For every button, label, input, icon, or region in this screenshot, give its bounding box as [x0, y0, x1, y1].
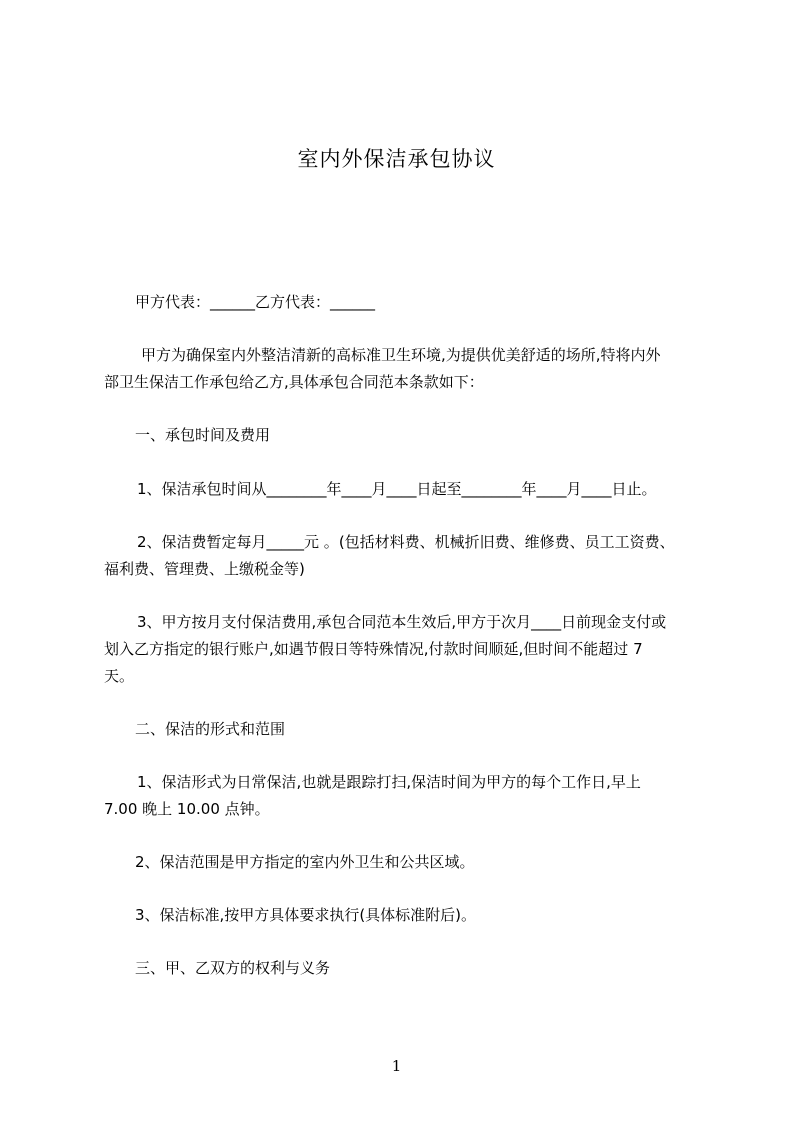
clause-1-3-line-2: 划入乙方指定的银行账户,如遇节假日等特殊情况,付款时间顺延,但时间不能超过 7: [104, 640, 643, 658]
clause-1-1: 1、保洁承包时间从________年____月____日起至________年____月____日止。: [137, 480, 657, 498]
clause-1-3-line-1: 3、甲方按月支付保洁费用,承包合同范本生效后,甲方于次月____日前现金支付或: [137, 613, 667, 631]
clause-2-1-line-1: 1、保洁形式为日常保洁,也就是跟踪打扫,保洁时间为甲方的每个工作日,早上: [137, 773, 641, 791]
section-heading-3: 三、甲、乙双方的权利与义务: [135, 959, 331, 977]
clause-1-2-line-2: 福利费、管理费、上缴税金等): [104, 560, 305, 578]
intro-paragraph-line-1: 甲方为确保室内外整洁清新的高标准卫生环境,为提供优美舒适的场所,特将内外: [141, 346, 661, 364]
representatives-line: 甲方代表：______乙方代表：______: [135, 293, 376, 311]
clause-2-3: 3、保洁标准,按甲方具体要求执行(具体标准附后)。: [135, 906, 477, 924]
intro-paragraph-line-2: 部卫生保洁工作承包给乙方,具体承包合同范本条款如下：: [104, 373, 484, 391]
clause-1-3-line-3: 天。: [104, 667, 135, 685]
clause-2-2: 2、保洁范围是甲方指定的室内外卫生和公共区域。: [135, 853, 475, 871]
clause-2-1-line-2: 7.00 晚上 10.00 点钟。: [104, 800, 270, 818]
section-heading-2: 二、保洁的形式和范围: [135, 720, 286, 738]
section-heading-1: 一、承包时间及费用: [135, 426, 271, 444]
page-number: 1: [391, 1057, 402, 1075]
clause-1-2-line-1: 2、保洁费暂定每月_____元 。(包括材料费、机械折旧费、维修费、员工工资费、: [137, 533, 675, 551]
document-title: 室内外保洁承包协议: [297, 147, 496, 171]
